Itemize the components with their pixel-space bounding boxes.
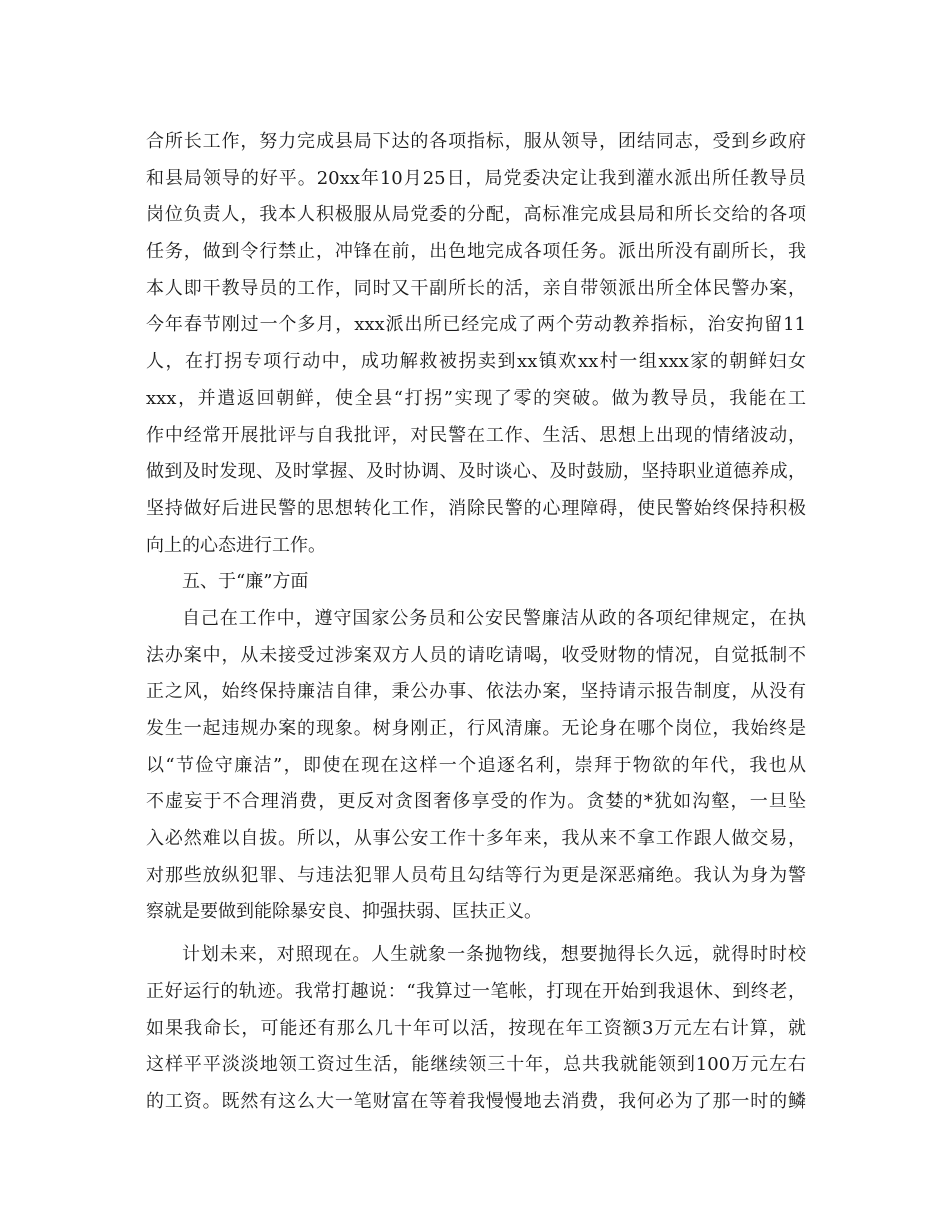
text-line: 正之风，始终保持廉洁自律，秉公办事、依法办案，坚持请示报告制度，从没有 (146, 681, 806, 703)
text-line: 向上的心态进行工作。 (146, 534, 326, 556)
text-line: 的工资。既然有这么大一笔财富在等着我慢慢地去消费，我何必为了那一时的鳞 (146, 1090, 806, 1112)
text-line: 自己在工作中，遵守国家公务员和公安民警廉洁从政的各项纪律规定，在执 (182, 607, 806, 629)
text-line: 入必然难以自拔。所以，从事公安工作十多年来，我从来不拿工作跟人做交易， (146, 828, 806, 850)
section-heading: 五、于“廉”方面 (182, 571, 309, 593)
paragraph-continuation (146, 124, 806, 564)
text-line: 法办案中，从未接受过涉案双方人员的请吃请喝，收受财物的情况，自觉抵制不 (146, 644, 806, 666)
text-line: 坚持做好后进民警的思想转化工作，消除民警的心理障碍，使民警始终保持积极 (146, 497, 806, 519)
text-line: 人，在打拐专项行动中，成功解救被拐卖到xx镇欢xx村一组xxx家的朝鲜妇女 (146, 351, 806, 373)
text-line: 今年春节刚过一个多月，xxx派出所已经完成了两个劳动教养指标，治安拘留11 (146, 314, 806, 336)
text-line: 岗位负责人，我本人积极服从局党委的分配，高标准完成县局和所长交给的各项 (146, 204, 806, 226)
text-line: 和县局领导的好平。20xx年10月25日，局党委决定让我到灌水派出所任教导员 (146, 167, 806, 189)
text-line: 计划未来，对照现在。人生就象一条抛物线，想要抛得长久远，就得时时校 (182, 944, 806, 966)
text-line: 做到及时发现、及时掌握、及时协调、及时谈心、及时鼓励，坚持职业道德养成， (146, 461, 806, 483)
document-body (146, 124, 806, 1121)
paragraph-future (146, 937, 806, 1120)
text-line: 不虚妄于不合理消费，更反对贪图奢侈享受的作为。贪婪的*犹如沟壑，一旦坠 (146, 791, 806, 813)
paragraph-lian (146, 601, 806, 931)
text-line: 本人即干教导员的工作，同时又干副所长的活，亲自带领派出所全体民警办案， (146, 277, 806, 299)
text-line: 如果我命长，可能还有那么几十年可以活，按现在年工资额3万元左右计算，就 (146, 1017, 806, 1039)
text-line: 发生一起违规办案的现象。树身刚正，行风清廉。无论身在哪个岗位，我始终是 (146, 718, 806, 739)
text-line: xxx，并遣返回朝鲜，使全县“打拐”实现了零的突破。做为教导员，我能在工 (146, 387, 806, 409)
text-line: 察就是要做到能除暴安良、抑强扶弱、匡扶正义。 (146, 901, 542, 923)
text-line: 以“节俭守廉洁”，即使在现在这样一个追逐名利，崇拜于物欲的年代，我也从 (146, 754, 806, 776)
text-line: 正好运行的轨迹。我常打趣说：“我算过一笔帐，打现在开始到我退休、到终老， (146, 980, 806, 1002)
text-line: 这样平平淡淡地领工资过生活，能继续领三十年，总共我就能领到100万元左右 (146, 1054, 806, 1076)
text-line: 合所长工作，努力完成县局下达的各项指标，服从领导，团结同志，受到乡政府 (146, 131, 806, 152)
text-line: 作中经常开展批评与自我批评，对民警在工作、生活、思想上出现的情绪波动， (146, 424, 806, 446)
text-line: 对那些放纵犯罪、与违法犯罪人员苟且勾结等行为更是深恶痛绝。我认为身为警 (146, 864, 806, 886)
text-line: 任务，做到令行禁止，冲锋在前，出色地完成各项任务。派出所没有副所长，我 (146, 241, 806, 263)
